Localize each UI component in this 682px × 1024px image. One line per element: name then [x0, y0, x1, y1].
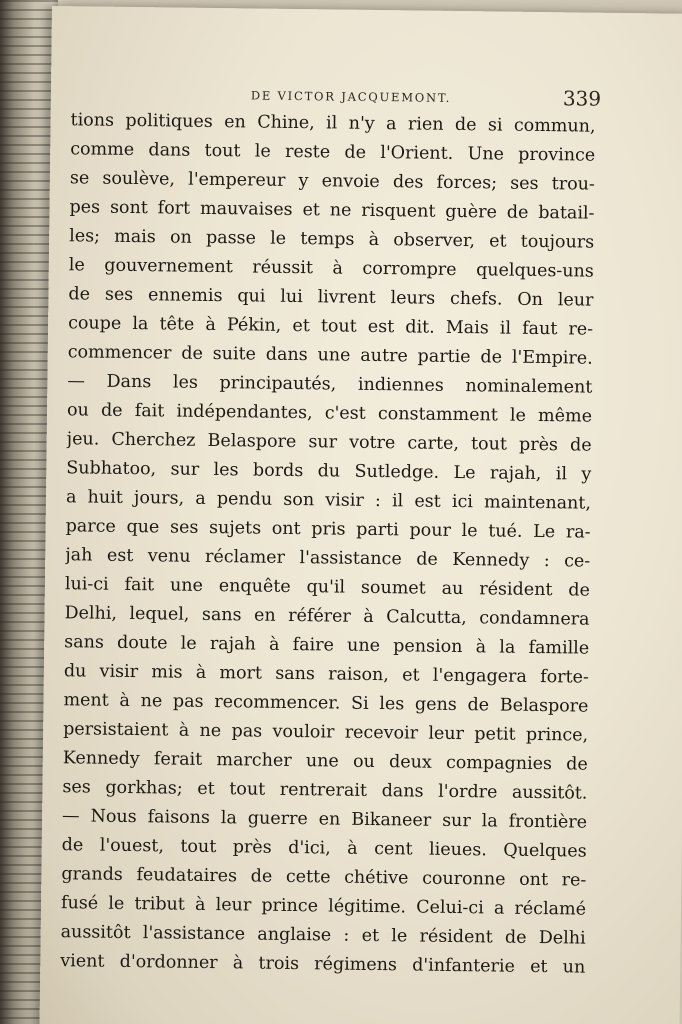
- text-line: pes sont fort mauvaises et ne risquent guère de batail-: [69, 197, 595, 224]
- page-number: 339: [562, 86, 602, 111]
- body-text: [60, 106, 596, 982]
- text-line: Subhatoo, sur les bords du Sutledge. Le rajah, il y: [66, 458, 592, 485]
- text-line: aussitôt l'assistance anglaise : et le résident de Delhi: [60, 922, 586, 949]
- text-line: ou de fait indépendantes, c'est constamment le même: [66, 400, 593, 427]
- text-line: sans doute le rajah à faire une pension à la famille: [64, 632, 590, 659]
- text-line: coupe la tête à Pékin, et tout est dit. Mais il faut re-: [68, 313, 594, 340]
- text-line: jeu. Cherchez Belaspore sur votre carte, tout près de: [66, 429, 592, 456]
- text-line: Delhi, lequel, sans en référer à Calcutta, condamnera: [64, 603, 590, 630]
- text-line: du visir mis à mort sans raison, et l'engagera forte-: [63, 661, 589, 688]
- text-line: a huit jours, a pendu son visir : il est ici maintenant,: [65, 487, 592, 514]
- text-line: vient d'ordonner à trois régimens d'infanterie et un: [60, 951, 586, 978]
- text-line: de ses ennemis qui lui livrent leurs chefs. On leur: [68, 284, 594, 311]
- text-line: ment à ne pas recommencer. Si les gens de Belaspore: [63, 690, 589, 717]
- text-line: le gouvernement réussit à corrompre quelques-uns: [68, 255, 594, 282]
- text-line: se soulève, l'empereur y envoie des forces; ses trou-: [69, 168, 595, 195]
- text-line: grands feudataires de cette chétive couronne ont re-: [61, 864, 587, 891]
- text-line: comme dans tout le reste de l'Orient. Une province: [70, 139, 596, 166]
- text-line: parce que ses sujets ont pris parti pour le tué. Le ra-: [65, 516, 591, 543]
- text-line: lui-ci fait une enquête qu'il soumet au résident de: [64, 574, 591, 601]
- book-page: [39, 6, 682, 1024]
- text-line: — Dans les principautés, indiennes nominalement: [67, 371, 593, 398]
- text-line: ses gorkhas; et tout rentrerait dans l'ordre aussitôt.: [62, 777, 588, 804]
- text-line: jah est venu réclamer l'assistance de Kennedy : ce-: [65, 545, 591, 572]
- text-line: les; mais on passe le temps à observer, et toujours: [69, 226, 595, 253]
- text-line: — Nous faisons la guerre en Bikaneer sur la frontière: [61, 806, 588, 833]
- text-line: tions politiques en Chine, il n'y a rien de si commun,: [70, 110, 596, 137]
- text-line: Kennedy ferait marcher une ou deux compagnies de: [62, 748, 588, 775]
- text-line: persistaient à ne pas vouloir recevoir leur petit prince,: [63, 719, 589, 746]
- text-line: fusé le tribut à leur prince légitime. Celui-ci a réclamé: [60, 893, 587, 920]
- running-head: DE VICTOR JACQUEMONT.: [250, 88, 452, 105]
- text-line: commencer de suite dans une autre partie de l'Empire.: [67, 342, 593, 369]
- text-line: de l'ouest, tout près d'ici, à cent lieues. Quelques: [61, 835, 587, 862]
